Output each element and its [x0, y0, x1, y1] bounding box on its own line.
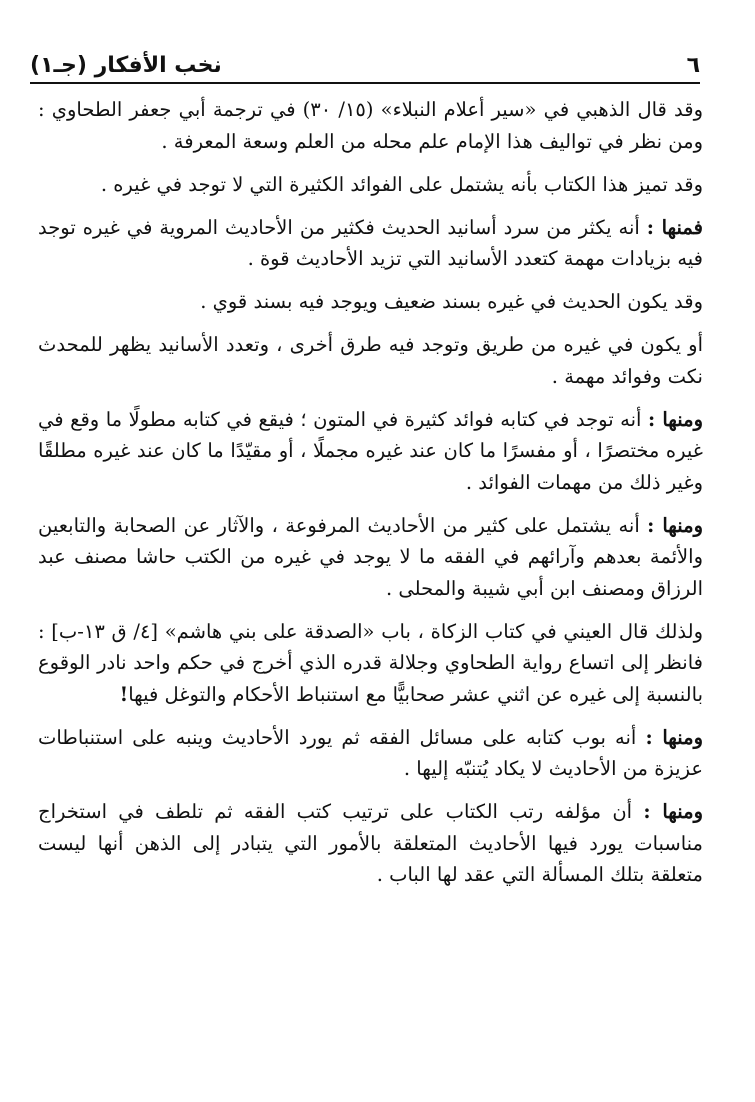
- lead-word: ومنها :: [648, 407, 703, 431]
- paragraph: ومنها : أنه بوب كتابه على مسائل الفقه ثم يورد الأحاديث وينبه على استنباطات عزيزة من الأحاديث لا يكاد يُتنبّه إليها .: [38, 725, 704, 780]
- paragraph: ولذلك قال العيني في كتاب الزكاة ، باب «الصدقة على بني هاشم» [٤/ ق ١٣-ب] : فانظر إلى اتساع رواية الطحاوي وجلالة قدره الذي أخرج في حكم واحد نادر الوقوع بالنسبة إلى غيره عن اثني عشر صحابيًّا مع استنباط الأحكام والتوغل فيها!: [38, 619, 703, 706]
- running-header: [30, 36, 700, 84]
- page-body: [38, 94, 703, 902]
- paragraph: وقد قال الذهبي في «سير أعلام النبلاء» (١٥/ ٣٠) في ترجمة أبي جعفر الطحاوي : ومن نظر في تواليف هذا الإمام علم محله من العلم وسعة المعرفة .: [38, 98, 703, 153]
- page-number: ٦: [686, 53, 700, 78]
- paragraph: وقد تميز هذا الكتاب بأنه يشتمل على الفوائد الكثيرة التي لا توجد في غيره .: [100, 172, 703, 196]
- lead-word: ومنها :: [643, 800, 703, 823]
- lead-word: ومنها :: [645, 725, 704, 749]
- lead-word: ومنها :: [647, 513, 703, 537]
- paragraph: ومنها : أنه يشتمل على كثير من الأحاديث المرفوعة ، والآثار عن الصحابة والتابعين والأئمة بعدهم وآرائهم في الفقه ما لا يوجد في غيره من الكتب حاشا مصنف عبد الرزاق ومصنف ابن أبي شيبة والمحلى .: [38, 513, 703, 600]
- paragraph: ومنها : أن مؤلفه رتب الكتاب على ترتيب كتب الفقه ثم تلطف في استخراج مناسبات يورد فيها الأحاديث المتعلقة بالأمور التي يتبادر إلى الذهن أنها ليست متعلقة بتلك المسألة التي عقد لها الباب .: [38, 800, 703, 886]
- paragraph: أو يكون في غيره من طريق وتوجد فيه طرق أخرى ، وتعدد الأسانيد يظهر للمحدث نكت وفوائد مهمة .: [38, 333, 703, 388]
- exclamation: !: [119, 682, 129, 706]
- paragraph: وقد يكون الحديث في غيره بسند ضعيف ويوجد فيه بسند قوي .: [200, 290, 703, 313]
- lead-word: فمنها :: [646, 215, 703, 239]
- paragraph: ومنها : أنه توجد في كتابه فوائد كثيرة في المتون ؛ فيقع في كتابه مطولًا ما وقع في غيره مختصرًا ، أو مفسرًا ما كان عند غيره مجملًا ، أو مقيّدًا ما كان عند غيره مطلقًا وغير ذلك من مهمات الفوائد .: [38, 407, 703, 494]
- book-title: نخب الأفكار (جـ١): [30, 53, 222, 78]
- paragraph: فمنها : أنه يكثر من سرد أسانيد الحديث فكثير من الأحاديث المروية في غيره توجد فيه بزيادات مهمة كتعدد الأسانيد التي تزيد الأحاديث قوة .: [38, 215, 703, 270]
